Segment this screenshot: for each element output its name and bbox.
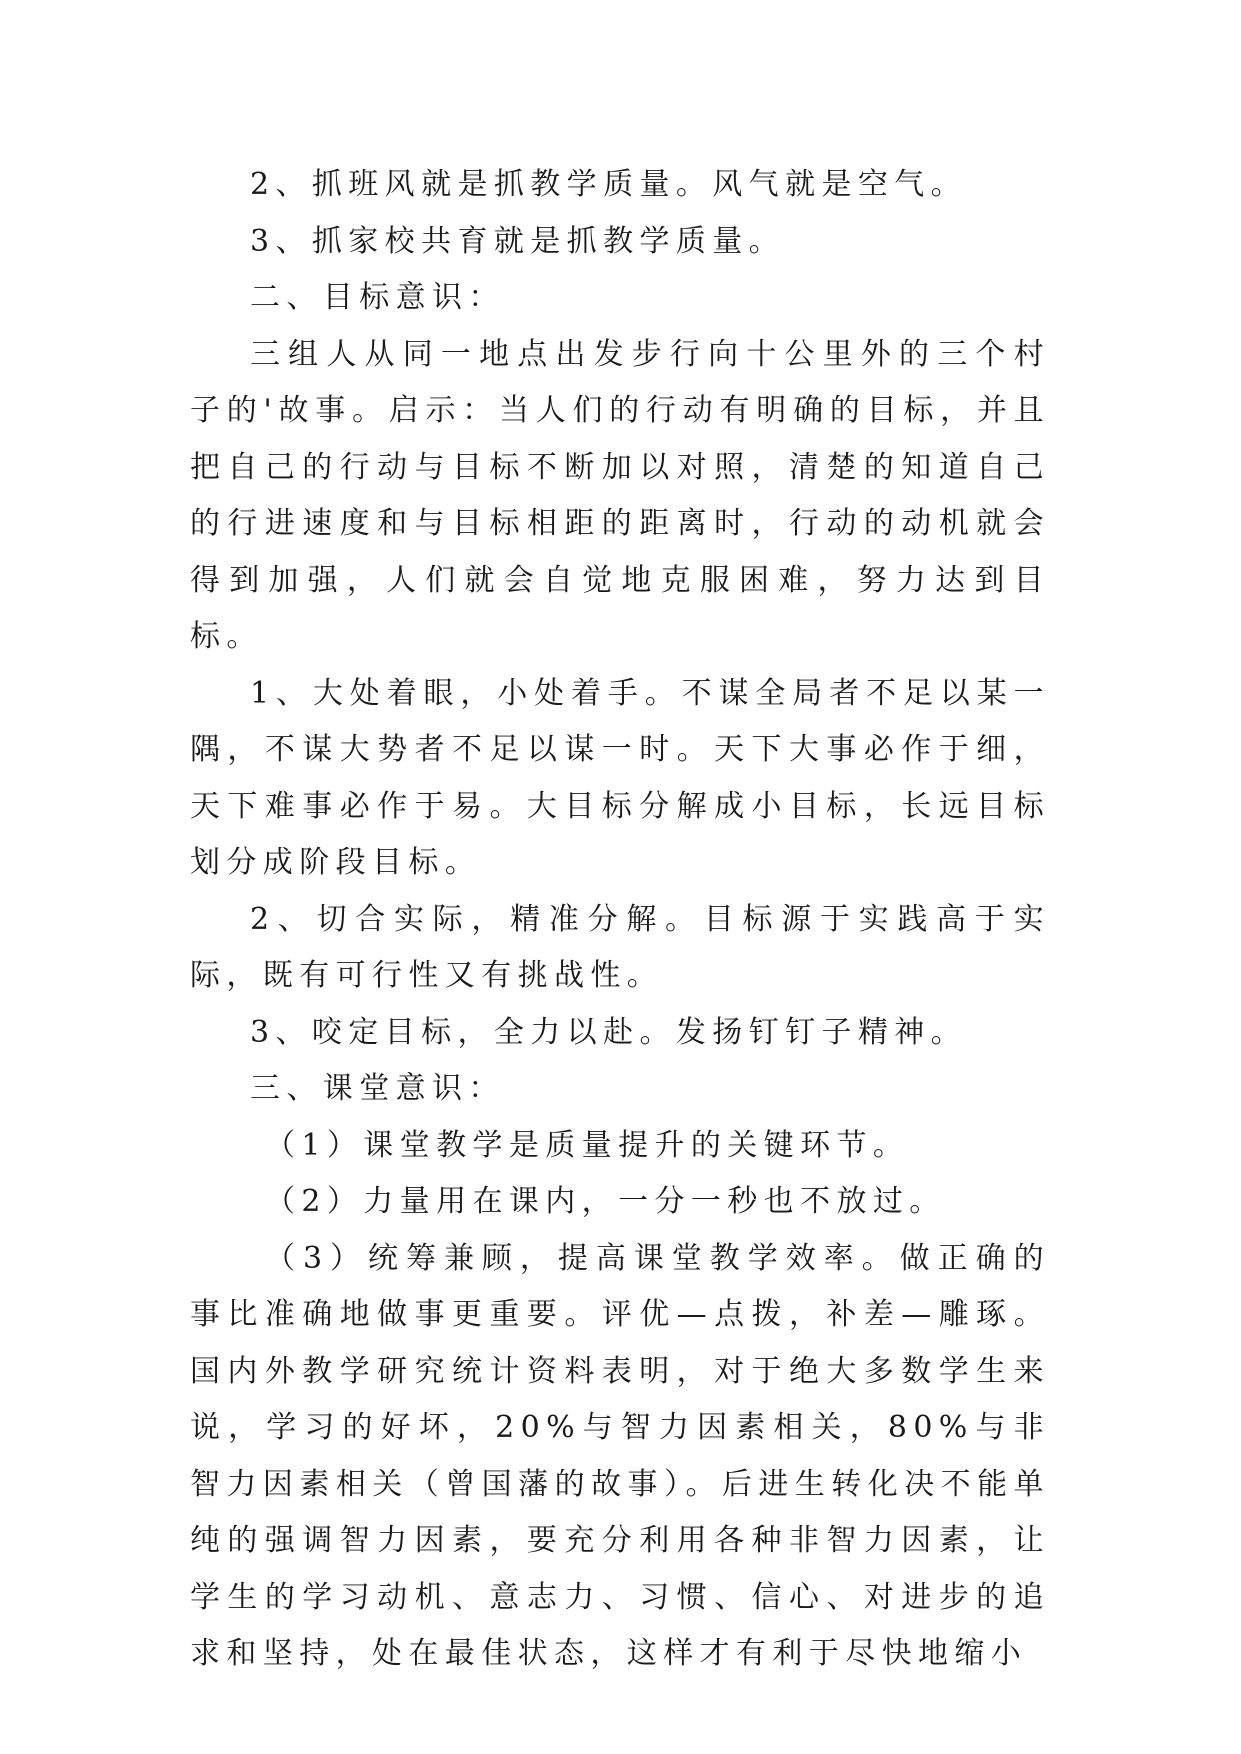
paragraph-three-groups-story: 三组人从同一地点出发步行向十公里外的三个村子的'故事。启示：当人们的行动有明确的目标，并且把自己的行动与目标不断加以对照，清楚的知道自己的行进速度和与目标相距的距离时，行动的动机就会得到加强，人们就会自觉地克服困难，努力达到目标。 <box>190 336 1050 654</box>
document-body <box>190 157 1050 1683</box>
paragraph-class-style: 2、抓班风就是抓教学质量。风气就是空气。 <box>250 167 968 202</box>
paragraph-classroom-point-1: （1）课堂教学是质量提升的关键环节。 <box>265 1127 910 1163</box>
paragraph-goal-point-3: 3、咬定目标，全力以赴。发扬钉钉子精神。 <box>250 1014 968 1050</box>
heading-classroom-awareness: 三、课堂意识： <box>250 1071 505 1106</box>
paragraph-goal-point-2: 2、切合实际，精准分解。目标源于实践高于实际，既有可行性又有挑战性。 <box>190 901 1050 993</box>
paragraph-home-school: 3、抓家校共育就是抓教学质量。 <box>250 223 786 259</box>
paragraph-goal-point-1: 1、大处着眼，小处着手。不谋全局者不足以某一隅，不谋大势者不足以谋一时。天下大事必作于细，天下难事必作于易。大目标分解成小目标，长远目标划分成阶段目标。 <box>190 675 1050 880</box>
paragraph-classroom-point-2: （2）力量用在课内，一分一秒也不放过。 <box>265 1184 946 1219</box>
paragraph-classroom-point-3: （3）统筹兼顾，提高课堂教学效率。做正确的事比准确地做事更重要。评优—点拨，补差—雕琢。国内外教学研究统计资料表明，对于绝大多数学生来说，学习的好坏，20%与智力因素相关，80%与非智力因素相关（曾国藩的故事）。后进生转化决不能单纯的强调智力因素，要充分利用各种非智力因素，让学生的学习动机、意志力、习惯、信心、对进步的追求和坚持，处在最佳状态，这样才有利于尽快地缩小 <box>190 1240 1050 1671</box>
heading-goal-awareness: 二、目标意识： <box>250 280 505 315</box>
